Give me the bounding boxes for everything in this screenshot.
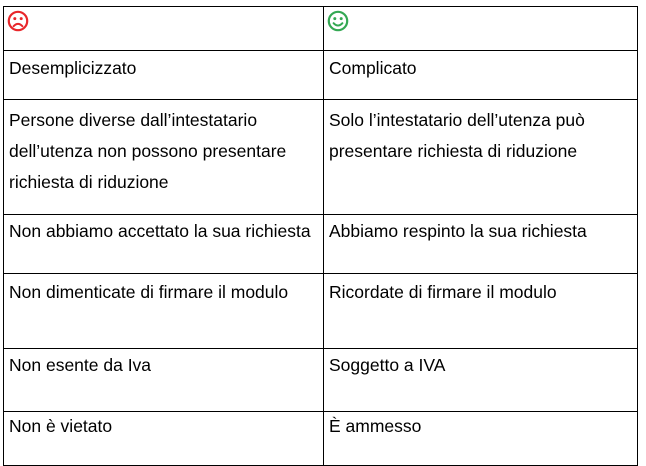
icon-row [4, 7, 638, 51]
icon-cell-left [4, 7, 324, 51]
table-row [4, 100, 638, 215]
table-row [4, 215, 638, 274]
smiley-face-icon [327, 10, 349, 32]
cell-left: Non è vietato [4, 412, 324, 466]
sad-face-icon [7, 10, 29, 32]
table-row [4, 412, 638, 466]
icon-cell-right [324, 7, 638, 51]
table-row [4, 349, 638, 412]
cell-left: Non abbiamo accettato la sua richiesta [4, 215, 324, 274]
header-left: Desemplicizzato [4, 51, 324, 100]
cell-left: Non dimenticate di firmare il modulo [4, 274, 324, 349]
cell-right: È ammesso [324, 412, 638, 466]
table-row [4, 274, 638, 349]
cell-right: Abbiamo respinto la sua richiesta [324, 215, 638, 274]
comparison-table [3, 6, 638, 466]
cell-right: Ricordate di firmare il modulo [324, 274, 638, 349]
header-right: Complicato [324, 51, 638, 100]
header-row [4, 51, 638, 100]
cell-left: Non esente da Iva [4, 349, 324, 412]
cell-left: Persone diverse dall’intestatario dell’utenza non possono presentare richiesta di riduzione [4, 100, 324, 215]
cell-right: Soggetto a IVA [324, 349, 638, 412]
cell-right: Solo l’intestatario dell’utenza può presentare richiesta di riduzione [324, 100, 638, 215]
